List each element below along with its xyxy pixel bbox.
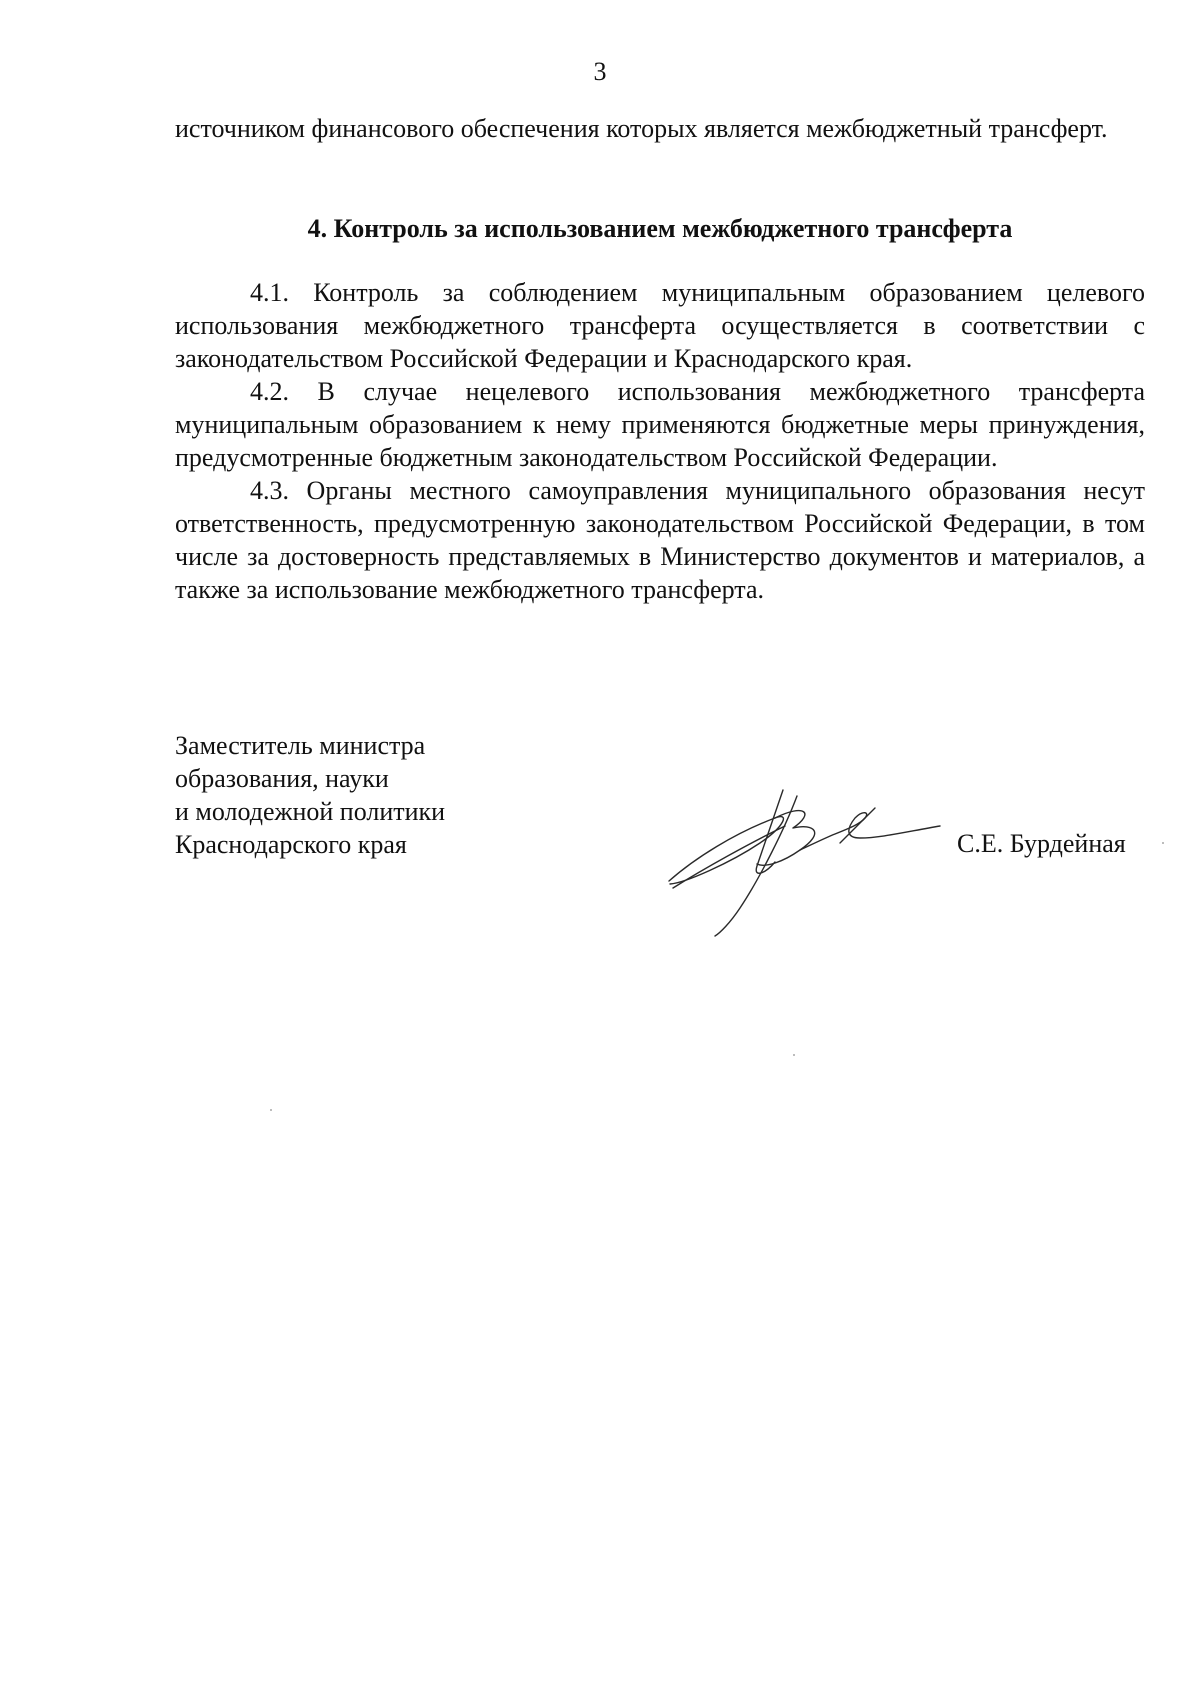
position-line: Заместитель министра bbox=[175, 731, 426, 760]
continuation-paragraph: источником финансового обеспечения которых является межбюджетный трансферт. bbox=[175, 114, 1108, 143]
paragraph-4-2: 4.2. В случае нецелевого использования межбюджетного трансферта муниципальным образованием к нему применяются бюджетные меры принуждения, предусмотренные бюджетным законодательством Российской Федерации. bbox=[175, 377, 1145, 472]
position-line: и молодежной политики bbox=[175, 797, 446, 826]
signer-name: С.Е. Бурдейная bbox=[957, 829, 1126, 858]
page-number: 3 bbox=[593, 57, 607, 86]
scan-speck bbox=[793, 1054, 795, 1056]
section-heading: 4. Контроль за использованием межбюджетного трансферта bbox=[307, 214, 1013, 243]
handwritten-signature bbox=[665, 788, 945, 938]
paragraph-4-1: 4.1. Контроль за соблюдением муниципальным образованием целевого использования межбюджетного трансферта осуществляется в соответствии с законодательством Российской Федерации и Краснодарского края. bbox=[175, 278, 1145, 373]
scan-speck bbox=[1162, 842, 1164, 844]
section-paragraphs bbox=[175, 276, 1145, 606]
position-line: Краснодарского края bbox=[175, 830, 407, 859]
scan-speck bbox=[270, 1109, 272, 1111]
position-line: образования, науки bbox=[175, 764, 389, 793]
signatory-position bbox=[175, 729, 515, 861]
paragraph-4-3: 4.3. Органы местного самоуправления муниципального образования несут ответственность, предусмотренную законодательством Российской Федерации, в том числе за достоверность представляемых в Министерство документов и материалов, а также за использование межбюджетного трансферта. bbox=[175, 476, 1145, 604]
